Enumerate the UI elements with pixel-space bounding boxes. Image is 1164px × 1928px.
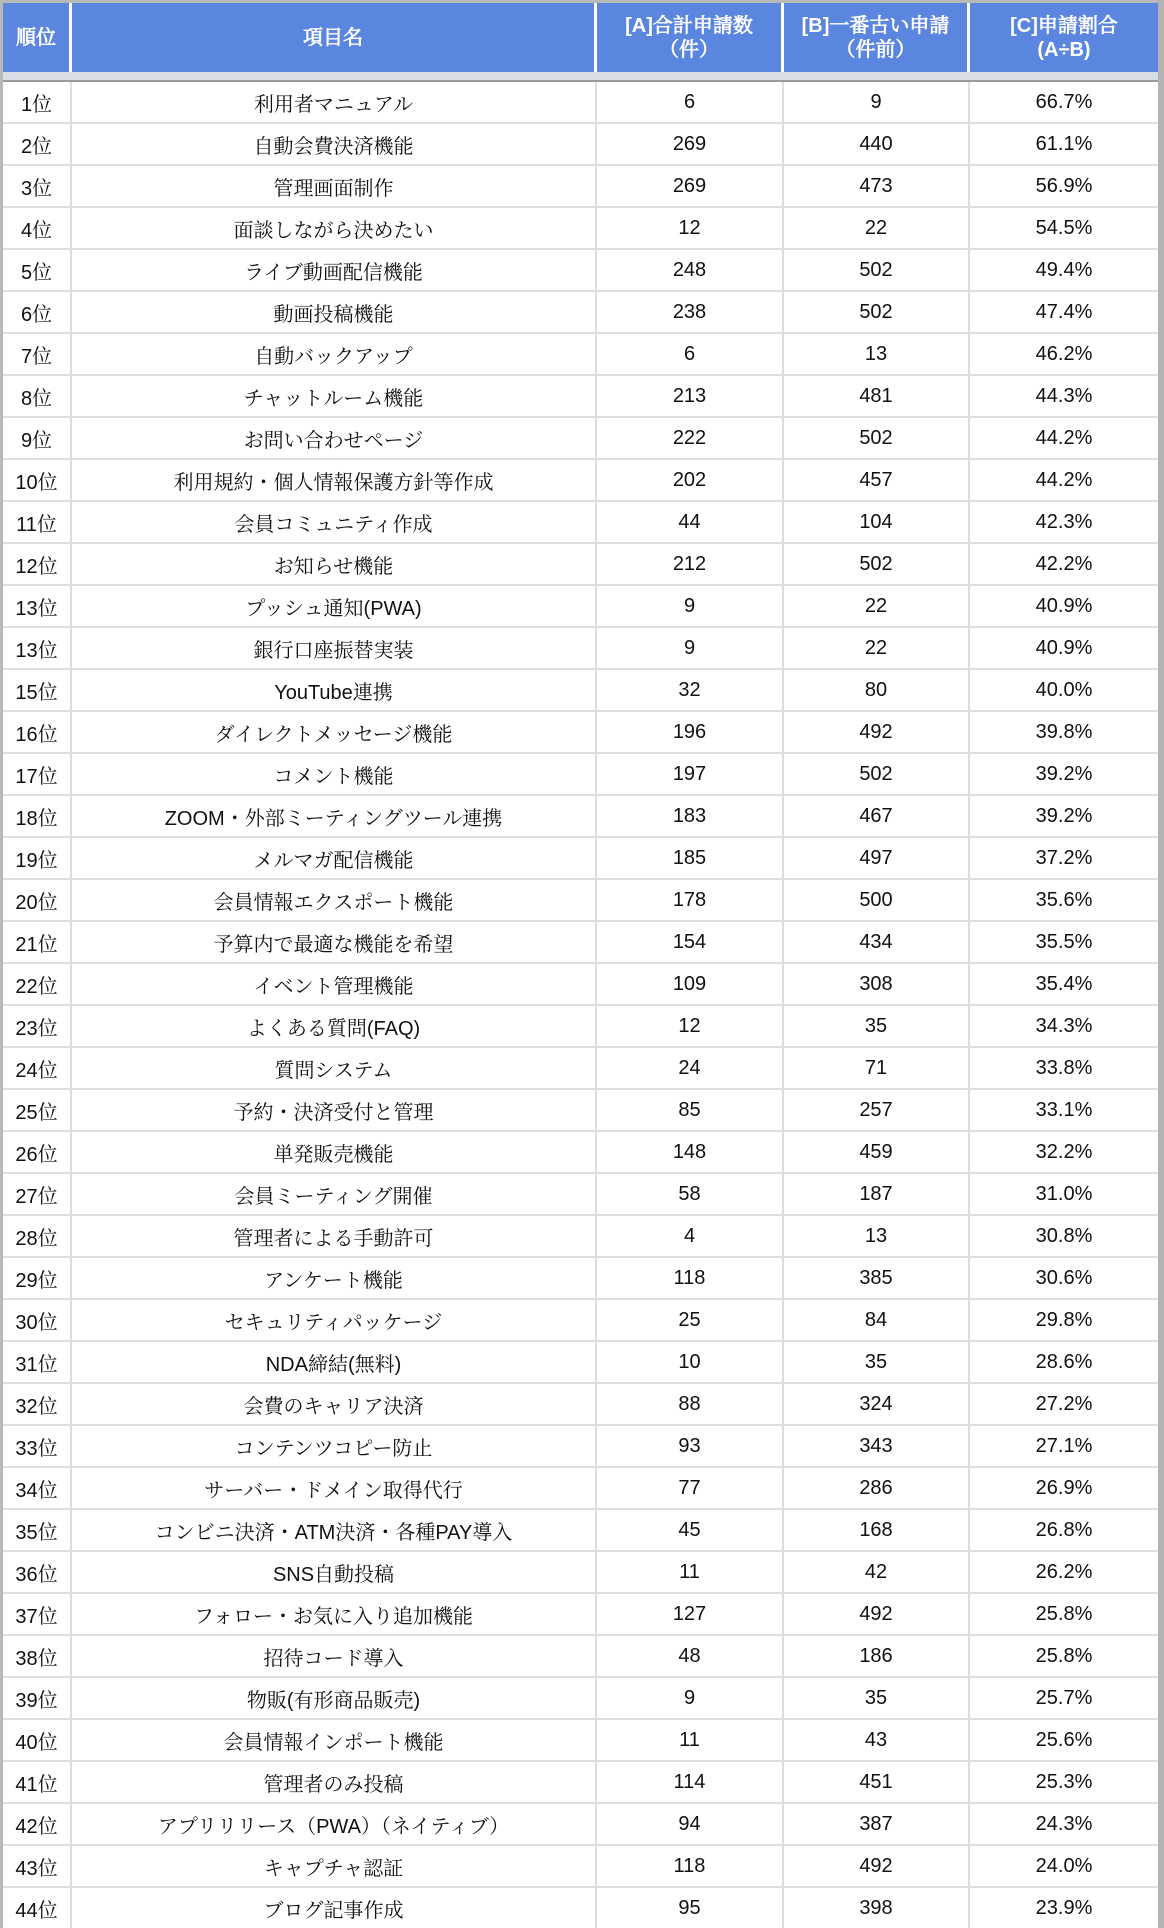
application-ratio-cell[interactable]: 28.6% [1035, 1350, 1093, 1373]
table-row[interactable] [3, 1594, 1158, 1636]
item-name-cell[interactable]: コメント機能 [72, 754, 597, 794]
rank-cell[interactable]: 25位 [3, 1090, 72, 1130]
total-applications-cell[interactable]: 185 [597, 838, 784, 878]
table-row[interactable] [3, 1426, 1158, 1468]
oldest-application-cell[interactable]: 502 [784, 544, 970, 584]
table-row[interactable] [3, 1384, 1158, 1426]
oldest-application-cell[interactable]: 84 [784, 1300, 970, 1340]
rank-cell[interactable]: 13位 [3, 586, 72, 626]
rank-cell[interactable]: 7位 [3, 334, 72, 374]
oldest-application-cell[interactable]: 35 [784, 1678, 970, 1718]
item-name-cell[interactable]: フォロー・お気に入り追加機能 [72, 1594, 597, 1634]
item-name-cell[interactable]: 招待コード導入 [72, 1636, 597, 1676]
total-applications-cell[interactable]: 222 [597, 418, 784, 458]
table-row[interactable] [3, 334, 1158, 376]
total-applications-cell[interactable]: 154 [597, 922, 784, 962]
table-row[interactable] [3, 1636, 1158, 1678]
application-ratio-cell[interactable]: 39.8% [1035, 720, 1093, 743]
item-name-cell[interactable]: ライブ動画配信機能 [72, 250, 597, 290]
rank-cell[interactable]: 21位 [3, 922, 72, 962]
rank-cell[interactable]: 10位 [3, 460, 72, 500]
oldest-application-cell[interactable]: 80 [784, 670, 970, 710]
oldest-application-cell[interactable]: 43 [784, 1720, 970, 1760]
rank-cell[interactable]: 39位 [3, 1678, 72, 1718]
oldest-application-cell[interactable]: 35 [784, 1006, 970, 1046]
item-name-cell[interactable]: ダイレクトメッセージ機能 [72, 712, 597, 752]
oldest-application-cell[interactable]: 187 [784, 1174, 970, 1214]
oldest-application-cell[interactable]: 497 [784, 838, 970, 878]
table-row[interactable] [3, 1888, 1158, 1928]
table-row[interactable] [3, 1510, 1158, 1552]
oldest-application-cell[interactable]: 502 [784, 754, 970, 794]
table-row[interactable] [3, 376, 1158, 418]
rank-cell[interactable]: 17位 [3, 754, 72, 794]
total-applications-cell[interactable]: 238 [597, 292, 784, 332]
application-ratio-cell[interactable]: 39.2% [1035, 804, 1093, 827]
rank-cell[interactable]: 5位 [3, 250, 72, 290]
total-applications-cell[interactable]: 114 [597, 1762, 784, 1802]
application-ratio-cell[interactable]: 30.8% [1035, 1224, 1093, 1247]
oldest-application-cell[interactable]: 42 [784, 1552, 970, 1592]
oldest-application-cell[interactable]: 324 [784, 1384, 970, 1424]
application-ratio-cell[interactable]: 37.2% [1035, 846, 1093, 869]
rank-cell[interactable]: 26位 [3, 1132, 72, 1172]
application-ratio-cell[interactable]: 61.1% [1035, 132, 1093, 155]
item-name-cell[interactable]: 面談しながら決めたい [72, 208, 597, 248]
table-body [3, 82, 1158, 1928]
table-row[interactable] [3, 1174, 1158, 1216]
application-ratio-cell[interactable]: 33.1% [1035, 1098, 1093, 1121]
application-ratio-cell[interactable]: 42.2% [1035, 552, 1093, 575]
application-ratio-cell[interactable]: 40.9% [1035, 636, 1093, 659]
application-ratio-cell[interactable]: 25.3% [1035, 1770, 1093, 1793]
total-applications-cell[interactable]: 196 [597, 712, 784, 752]
header-rank[interactable] [3, 3, 72, 72]
rank-cell[interactable]: 40位 [3, 1720, 72, 1760]
oldest-application-cell[interactable]: 71 [784, 1048, 970, 1088]
item-name-cell[interactable]: メルマガ配信機能 [72, 838, 597, 878]
rank-cell[interactable]: 22位 [3, 964, 72, 1004]
item-name-cell[interactable]: 管理者のみ投稿 [72, 1762, 597, 1802]
header-b-line1: [B]一番古い申請 [801, 14, 950, 37]
header-item-name-label: 項目名 [303, 26, 363, 49]
total-applications-cell[interactable]: 11 [597, 1720, 784, 1760]
oldest-application-cell[interactable]: 308 [784, 964, 970, 1004]
total-applications-cell[interactable]: 58 [597, 1174, 784, 1214]
header-c-line1: [C]申請割合 [1010, 14, 1118, 37]
table-row[interactable] [3, 586, 1158, 628]
application-ratio-cell[interactable]: 54.5% [1035, 216, 1093, 239]
rank-cell[interactable]: 2位 [3, 124, 72, 164]
total-applications-cell[interactable]: 248 [597, 250, 784, 290]
total-applications-cell[interactable]: 148 [597, 1132, 784, 1172]
total-applications-cell[interactable]: 95 [597, 1888, 784, 1928]
item-name-cell[interactable]: 銀行口座振替実装 [72, 628, 597, 668]
application-ratio-cell[interactable]: 35.4% [1035, 972, 1093, 995]
application-ratio-cell[interactable]: 66.7% [1035, 90, 1093, 113]
item-name-cell[interactable]: 管理画面制作 [72, 166, 597, 206]
total-applications-cell[interactable]: 212 [597, 544, 784, 584]
total-applications-cell[interactable]: 9 [597, 628, 784, 668]
application-ratio-cell[interactable]: 35.5% [1035, 930, 1093, 953]
oldest-application-cell[interactable]: 168 [784, 1510, 970, 1550]
application-ratio-cell[interactable]: 26.8% [1035, 1518, 1093, 1541]
oldest-application-cell[interactable]: 500 [784, 880, 970, 920]
oldest-application-cell[interactable]: 104 [784, 502, 970, 542]
header-item-name[interactable] [72, 3, 597, 72]
rank-cell[interactable]: 9位 [3, 418, 72, 458]
rank-cell[interactable]: 1位 [3, 82, 72, 122]
rank-cell[interactable]: 41位 [3, 1762, 72, 1802]
item-name-cell[interactable]: 動画投稿機能 [72, 292, 597, 332]
table-row[interactable] [3, 124, 1158, 166]
total-applications-cell[interactable]: 213 [597, 376, 784, 416]
table-row[interactable] [3, 964, 1158, 1006]
total-applications-cell[interactable]: 269 [597, 124, 784, 164]
item-name-cell[interactable]: 会員情報エクスポート機能 [72, 880, 597, 920]
application-ratio-cell[interactable]: 25.6% [1035, 1728, 1093, 1751]
oldest-application-cell[interactable]: 473 [784, 166, 970, 206]
table-row[interactable] [3, 1846, 1158, 1888]
total-applications-cell[interactable]: 118 [597, 1846, 784, 1886]
rank-cell[interactable]: 23位 [3, 1006, 72, 1046]
table-row[interactable] [3, 250, 1158, 292]
application-ratio-cell[interactable]: 39.2% [1035, 762, 1093, 785]
table-row[interactable] [3, 1678, 1158, 1720]
oldest-application-cell[interactable]: 459 [784, 1132, 970, 1172]
application-ratio-cell[interactable]: 27.1% [1035, 1434, 1093, 1457]
frozen-row-divider[interactable] [3, 72, 1158, 82]
rank-cell[interactable]: 32位 [3, 1384, 72, 1424]
total-applications-cell[interactable]: 109 [597, 964, 784, 1004]
item-name-cell[interactable]: ZOOM・外部ミーティングツール連携 [72, 796, 597, 836]
item-name-cell[interactable]: NDA締結(無料) [72, 1342, 597, 1382]
oldest-application-cell[interactable]: 502 [784, 250, 970, 290]
application-ratio-cell[interactable]: 27.2% [1035, 1392, 1093, 1415]
table-row[interactable] [3, 838, 1158, 880]
table-row[interactable] [3, 628, 1158, 670]
oldest-application-cell[interactable]: 385 [784, 1258, 970, 1298]
table-row[interactable] [3, 1468, 1158, 1510]
item-name-cell[interactable]: 利用者マニュアル [72, 82, 597, 122]
oldest-application-cell[interactable]: 502 [784, 292, 970, 332]
application-ratio-cell[interactable]: 25.7% [1035, 1686, 1093, 1709]
rank-cell[interactable]: 35位 [3, 1510, 72, 1550]
oldest-application-cell[interactable]: 22 [784, 628, 970, 668]
total-applications-cell[interactable]: 85 [597, 1090, 784, 1130]
table-row[interactable] [3, 1720, 1158, 1762]
header-application-ratio[interactable] [970, 3, 1158, 72]
table-row[interactable] [3, 880, 1158, 922]
table-row[interactable] [3, 670, 1158, 712]
item-name-cell[interactable]: サーバー・ドメイン取得代行 [72, 1468, 597, 1508]
table-row[interactable] [3, 502, 1158, 544]
rank-cell[interactable]: 12位 [3, 544, 72, 584]
item-name-cell[interactable]: コンビニ決済・ATM決済・各種PAY導入 [72, 1510, 597, 1550]
rank-cell[interactable]: 6位 [3, 292, 72, 332]
total-applications-cell[interactable]: 12 [597, 208, 784, 248]
rank-cell[interactable]: 34位 [3, 1468, 72, 1508]
application-ratio-cell[interactable]: 25.8% [1035, 1644, 1093, 1667]
item-name-cell[interactable]: キャプチャ認証 [72, 1846, 597, 1886]
application-ratio-cell[interactable]: 40.9% [1035, 594, 1093, 617]
table-header [3, 3, 1158, 72]
item-name-cell[interactable]: 予約・決済受付と管理 [72, 1090, 597, 1130]
oldest-application-cell[interactable]: 13 [784, 334, 970, 374]
rank-cell[interactable]: 36位 [3, 1552, 72, 1592]
rank-cell[interactable]: 31位 [3, 1342, 72, 1382]
application-ratio-cell[interactable]: 26.9% [1035, 1476, 1093, 1499]
application-ratio-cell[interactable]: 44.3% [1035, 384, 1093, 407]
total-applications-cell[interactable]: 178 [597, 880, 784, 920]
application-ratio-cell[interactable]: 23.9% [1035, 1896, 1093, 1919]
total-applications-cell[interactable]: 118 [597, 1258, 784, 1298]
oldest-application-cell[interactable]: 13 [784, 1216, 970, 1256]
application-ratio-cell[interactable]: 49.4% [1035, 258, 1093, 281]
rank-cell[interactable]: 11位 [3, 502, 72, 542]
item-name-cell[interactable]: YouTube連携 [72, 670, 597, 710]
application-ratio-cell[interactable]: 44.2% [1035, 426, 1093, 449]
application-ratio-cell[interactable]: 47.4% [1035, 300, 1093, 323]
item-name-cell[interactable]: イベント管理機能 [72, 964, 597, 1004]
application-ratio-cell[interactable]: 34.3% [1035, 1014, 1093, 1037]
table-row[interactable] [3, 1132, 1158, 1174]
application-ratio-cell[interactable]: 24.0% [1035, 1854, 1093, 1877]
rank-cell[interactable]: 13位 [3, 628, 72, 668]
total-applications-cell[interactable]: 10 [597, 1342, 784, 1382]
rank-cell[interactable]: 3位 [3, 166, 72, 206]
item-name-cell[interactable]: SNS自動投稿 [72, 1552, 597, 1592]
table-row[interactable] [3, 418, 1158, 460]
rank-cell[interactable]: 42位 [3, 1804, 72, 1844]
rank-cell[interactable]: 29位 [3, 1258, 72, 1298]
rank-cell[interactable]: 4位 [3, 208, 72, 248]
total-applications-cell[interactable]: 45 [597, 1510, 784, 1550]
item-name-cell[interactable]: アプリリリース（PWA）（ネイティブ） [72, 1804, 597, 1844]
total-applications-cell[interactable]: 44 [597, 502, 784, 542]
oldest-application-cell[interactable]: 22 [784, 208, 970, 248]
total-applications-cell[interactable]: 48 [597, 1636, 784, 1676]
oldest-application-cell[interactable]: 343 [784, 1426, 970, 1466]
application-ratio-cell[interactable]: 56.9% [1035, 174, 1093, 197]
oldest-application-cell[interactable]: 481 [784, 376, 970, 416]
application-ratio-cell[interactable]: 24.3% [1035, 1812, 1093, 1835]
header-total-applications[interactable] [597, 3, 784, 72]
oldest-application-cell[interactable]: 492 [784, 1846, 970, 1886]
rank-cell[interactable]: 44位 [3, 1888, 72, 1928]
total-applications-cell[interactable]: 197 [597, 754, 784, 794]
rank-cell[interactable]: 30位 [3, 1300, 72, 1340]
item-name-cell[interactable]: プッシュ通知(PWA) [72, 586, 597, 626]
table-row[interactable] [3, 460, 1158, 502]
item-name-cell[interactable]: 自動バックアップ [72, 334, 597, 374]
item-name-cell[interactable]: 利用規約・個人情報保護方針等作成 [72, 460, 597, 500]
application-ratio-cell[interactable]: 32.2% [1035, 1140, 1093, 1163]
table-row[interactable] [3, 754, 1158, 796]
rank-cell[interactable]: 37位 [3, 1594, 72, 1634]
oldest-application-cell[interactable]: 467 [784, 796, 970, 836]
total-applications-cell[interactable]: 183 [597, 796, 784, 836]
table-row[interactable] [3, 796, 1158, 838]
total-applications-cell[interactable]: 4 [597, 1216, 784, 1256]
rank-cell[interactable]: 27位 [3, 1174, 72, 1214]
item-name-cell[interactable]: 会員ミーティング開催 [72, 1174, 597, 1214]
application-ratio-cell[interactable]: 33.8% [1035, 1056, 1093, 1079]
table-row[interactable] [3, 1804, 1158, 1846]
rank-cell[interactable]: 43位 [3, 1846, 72, 1886]
total-applications-cell[interactable]: 88 [597, 1384, 784, 1424]
header-rank-label: 順位 [16, 26, 56, 49]
total-applications-cell[interactable]: 9 [597, 586, 784, 626]
application-ratio-cell[interactable]: 25.8% [1035, 1602, 1093, 1625]
application-ratio-cell[interactable]: 29.8% [1035, 1308, 1093, 1331]
item-name-cell[interactable]: アンケート機能 [72, 1258, 597, 1298]
oldest-application-cell[interactable]: 451 [784, 1762, 970, 1802]
table-row[interactable] [3, 1048, 1158, 1090]
header-oldest-application[interactable] [784, 3, 970, 72]
item-name-cell[interactable]: 物販(有形商品販売) [72, 1678, 597, 1718]
oldest-application-cell[interactable]: 186 [784, 1636, 970, 1676]
total-applications-cell[interactable]: 6 [597, 334, 784, 374]
rank-cell[interactable]: 19位 [3, 838, 72, 878]
rank-cell[interactable]: 33位 [3, 1426, 72, 1466]
item-name-cell[interactable]: 会員コミュニティ作成 [72, 502, 597, 542]
item-name-cell[interactable]: 会員情報インポート機能 [72, 1720, 597, 1760]
oldest-application-cell[interactable]: 434 [784, 922, 970, 962]
item-name-cell[interactable]: コンテンツコピー防止 [72, 1426, 597, 1466]
oldest-application-cell[interactable]: 35 [784, 1342, 970, 1382]
oldest-application-cell[interactable]: 257 [784, 1090, 970, 1130]
table-row[interactable] [3, 922, 1158, 964]
oldest-application-cell[interactable]: 440 [784, 124, 970, 164]
total-applications-cell[interactable]: 9 [597, 1678, 784, 1718]
vertical-scrollbar[interactable] [1158, 0, 1164, 1928]
application-ratio-cell[interactable]: 40.0% [1035, 678, 1093, 701]
table-row[interactable] [3, 1552, 1158, 1594]
total-applications-cell[interactable]: 6 [597, 82, 784, 122]
application-ratio-cell[interactable]: 42.3% [1035, 510, 1093, 533]
total-applications-cell[interactable]: 94 [597, 1804, 784, 1844]
table-row[interactable] [3, 82, 1158, 124]
oldest-application-cell[interactable]: 387 [784, 1804, 970, 1844]
total-applications-cell[interactable]: 269 [597, 166, 784, 206]
total-applications-cell[interactable]: 32 [597, 670, 784, 710]
rank-cell[interactable]: 8位 [3, 376, 72, 416]
total-applications-cell[interactable]: 93 [597, 1426, 784, 1466]
item-name-cell[interactable]: よくある質問(FAQ) [72, 1006, 597, 1046]
item-name-cell[interactable]: チャットルーム機能 [72, 376, 597, 416]
table-row[interactable] [3, 208, 1158, 250]
item-name-cell[interactable]: 質問システム [72, 1048, 597, 1088]
header-a-line2: （件） [658, 38, 719, 61]
total-applications-cell[interactable]: 77 [597, 1468, 784, 1508]
item-name-cell[interactable]: 自動会費決済機能 [72, 124, 597, 164]
table-row[interactable] [3, 166, 1158, 208]
item-name-cell[interactable]: ブログ記事作成 [72, 1888, 597, 1928]
table-row[interactable] [3, 1006, 1158, 1048]
rank-cell[interactable]: 28位 [3, 1216, 72, 1256]
application-ratio-cell[interactable]: 44.2% [1035, 468, 1093, 491]
application-ratio-cell[interactable]: 30.6% [1035, 1266, 1093, 1289]
header-b-line2: （件前） [835, 38, 916, 61]
rank-cell[interactable]: 16位 [3, 712, 72, 752]
table-row[interactable] [3, 712, 1158, 754]
rank-cell[interactable]: 24位 [3, 1048, 72, 1088]
header-a-line1: [A]合計申請数 [625, 14, 753, 37]
rank-cell[interactable]: 38位 [3, 1636, 72, 1676]
total-applications-cell[interactable]: 127 [597, 1594, 784, 1634]
header-c-line2: (A÷B) [1037, 38, 1091, 61]
table-row[interactable] [3, 1258, 1158, 1300]
rank-cell[interactable]: 18位 [3, 796, 72, 836]
item-name-cell[interactable]: 予算内で最適な機能を希望 [72, 922, 597, 962]
item-name-cell[interactable]: 単発販売機能 [72, 1132, 597, 1172]
total-applications-cell[interactable]: 11 [597, 1552, 784, 1592]
total-applications-cell[interactable]: 24 [597, 1048, 784, 1088]
table-row[interactable] [3, 1762, 1158, 1804]
application-ratio-cell[interactable]: 31.0% [1035, 1182, 1093, 1205]
application-ratio-cell[interactable]: 46.2% [1035, 342, 1093, 365]
item-name-cell[interactable]: お問い合わせページ [72, 418, 597, 458]
item-name-cell[interactable]: セキュリティパッケージ [72, 1300, 597, 1340]
oldest-application-cell[interactable]: 22 [784, 586, 970, 626]
oldest-application-cell[interactable]: 286 [784, 1468, 970, 1508]
oldest-application-cell[interactable]: 398 [784, 1888, 970, 1928]
rank-cell[interactable]: 15位 [3, 670, 72, 710]
table-row[interactable] [3, 1342, 1158, 1384]
oldest-application-cell[interactable]: 492 [784, 1594, 970, 1634]
table-row[interactable] [3, 1300, 1158, 1342]
oldest-application-cell[interactable]: 457 [784, 460, 970, 500]
total-applications-cell[interactable]: 202 [597, 460, 784, 500]
total-applications-cell[interactable]: 25 [597, 1300, 784, 1340]
oldest-application-cell[interactable]: 9 [784, 82, 970, 122]
item-name-cell[interactable]: 会費のキャリア決済 [72, 1384, 597, 1424]
oldest-application-cell[interactable]: 502 [784, 418, 970, 458]
table-row[interactable] [3, 292, 1158, 334]
total-applications-cell[interactable]: 12 [597, 1006, 784, 1046]
table-row[interactable] [3, 1216, 1158, 1258]
oldest-application-cell[interactable]: 492 [784, 712, 970, 752]
table-row[interactable] [3, 544, 1158, 586]
table-row[interactable] [3, 1090, 1158, 1132]
application-ratio-cell[interactable]: 35.6% [1035, 888, 1093, 911]
application-ratio-cell[interactable]: 26.2% [1035, 1560, 1093, 1583]
item-name-cell[interactable]: 管理者による手動許可 [72, 1216, 597, 1256]
rank-cell[interactable]: 20位 [3, 880, 72, 920]
item-name-cell[interactable]: お知らせ機能 [72, 544, 597, 584]
